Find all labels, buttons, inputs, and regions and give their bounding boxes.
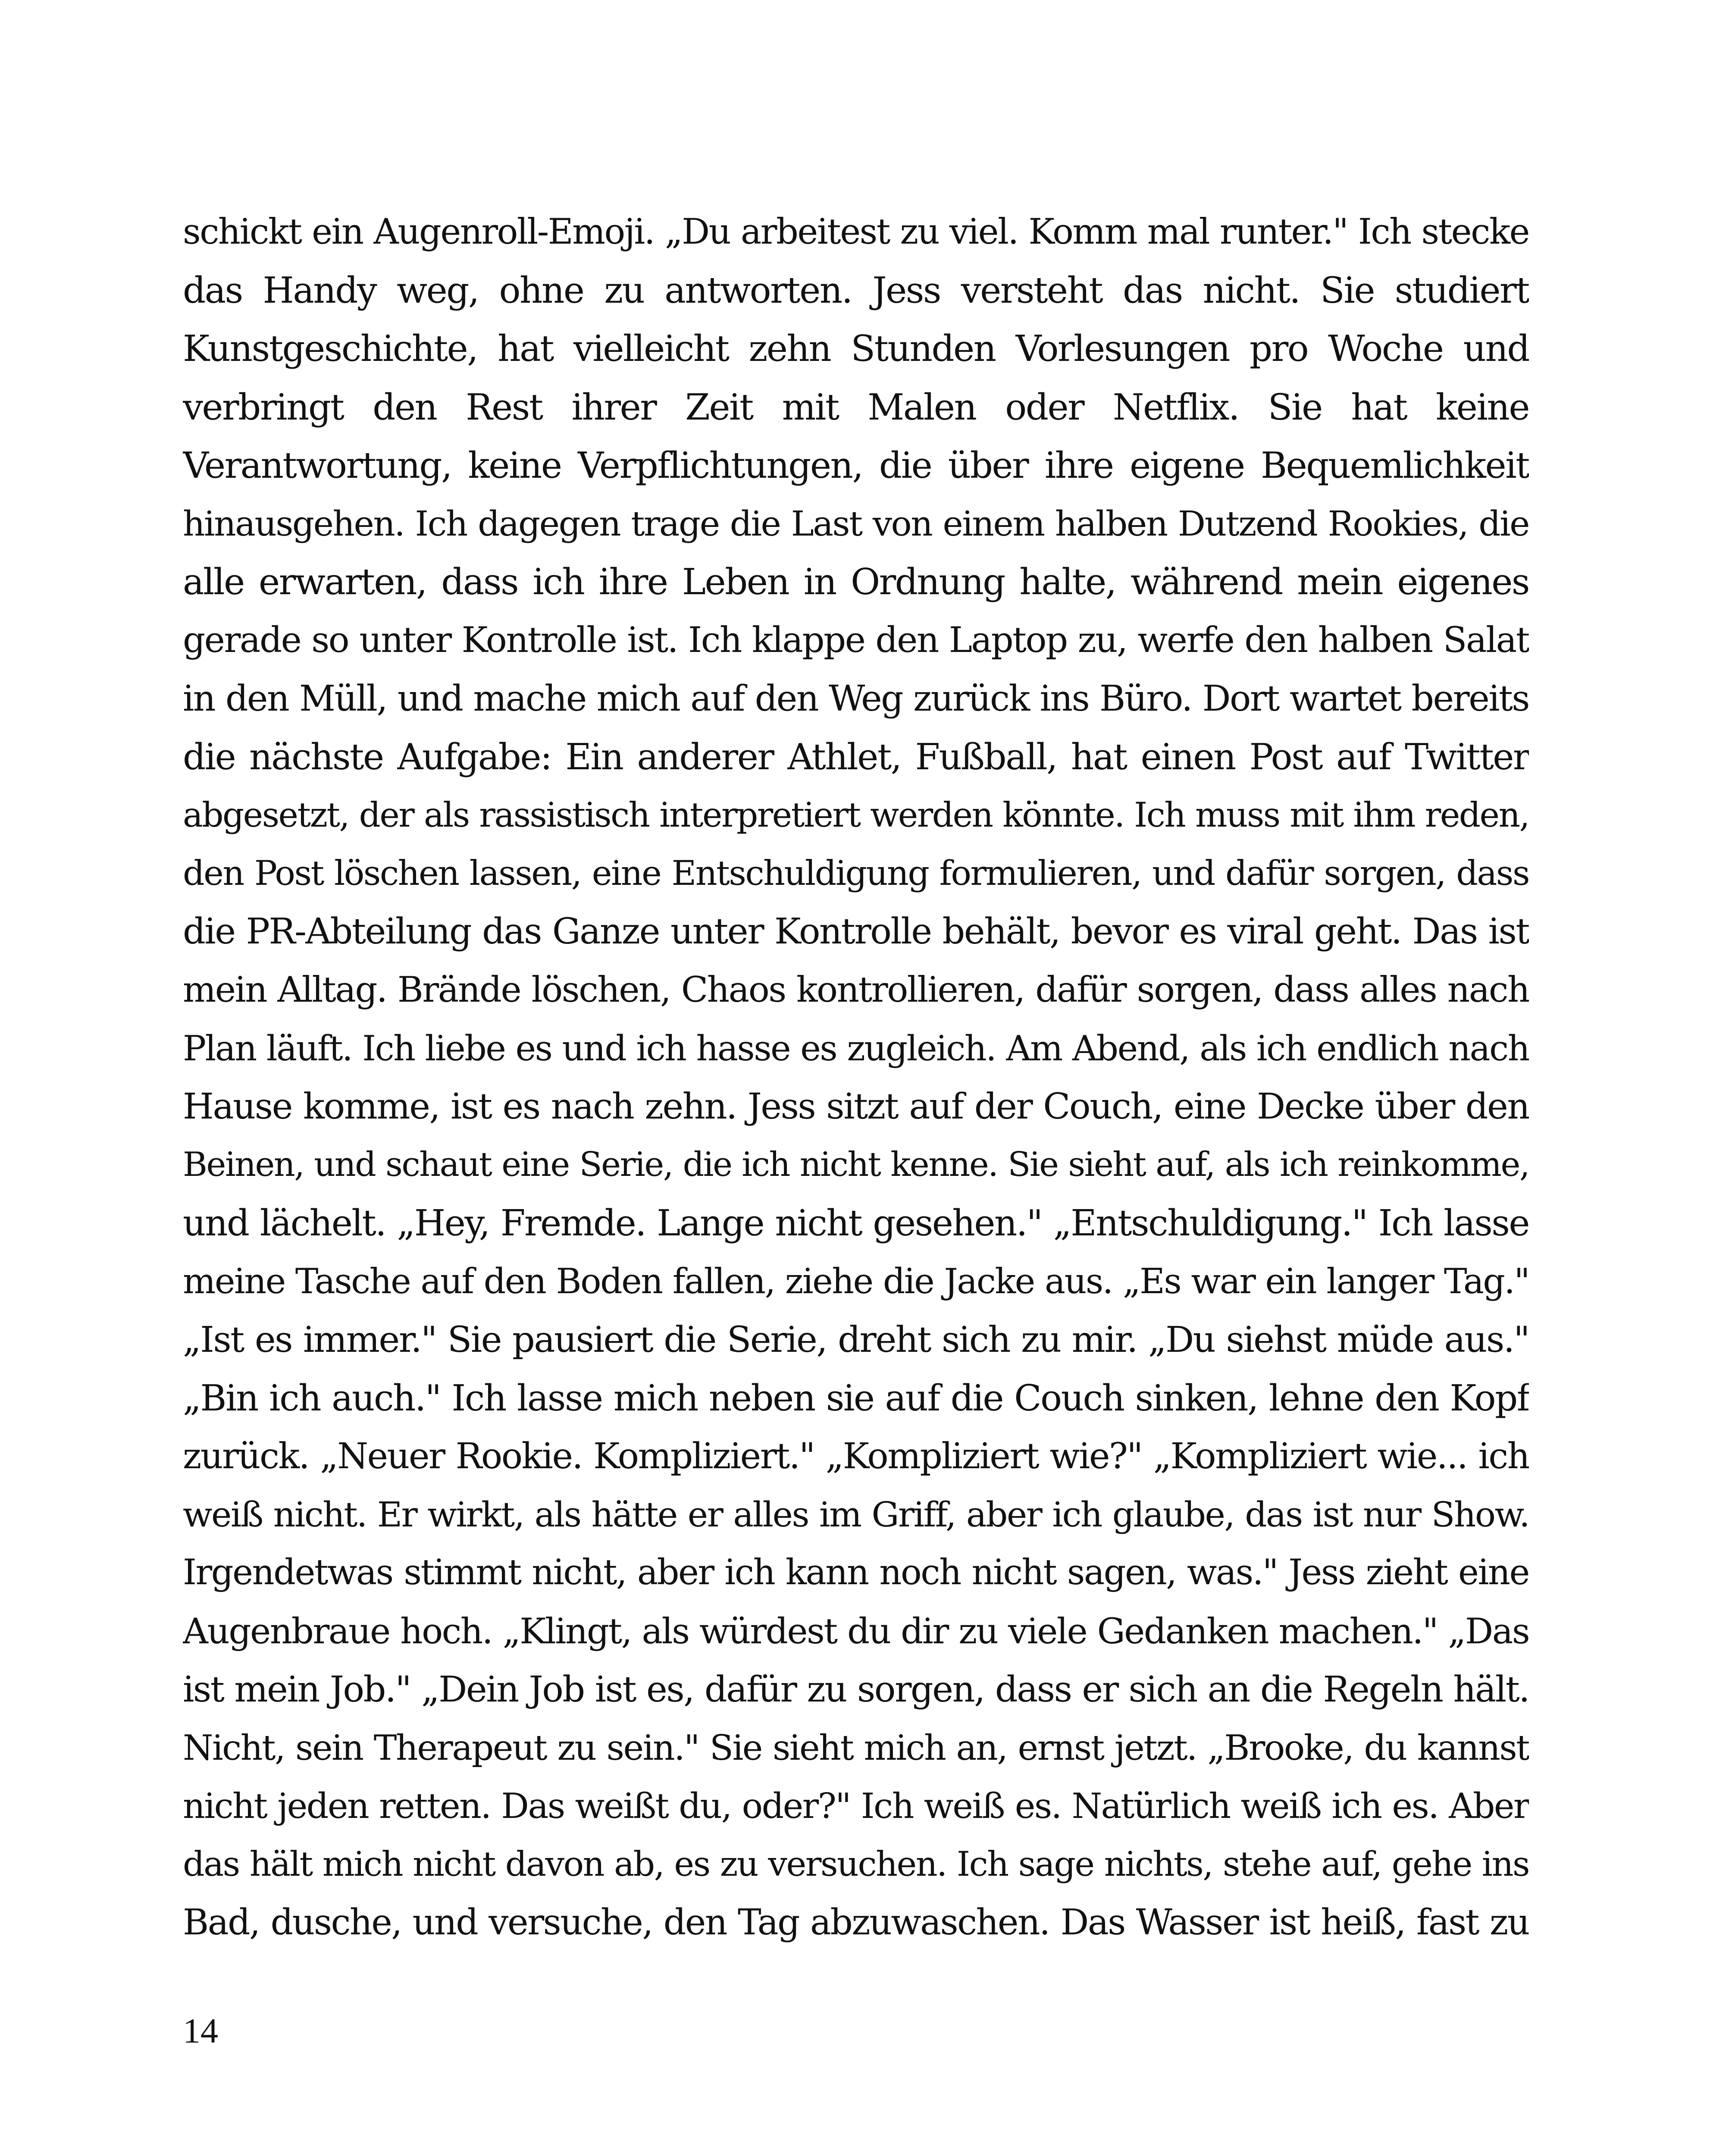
text-line: abgesetzt, der als rassistisch interpretiert werden könnte. Ich muss mit ihm reden, xyxy=(183,795,1529,835)
text-line: hinausgehen. Ich dagegen trage die Last von einem halben Dutzend Rookies, die xyxy=(183,503,1529,544)
text-line: die nächste Aufgabe: Ein anderer Athlet, Fußball, hat einen Post auf Twitter xyxy=(183,736,1529,778)
text-line: „Ist es immer." Sie pausiert die Serie, dreht sich zu mir. „Du siehst müde aus." xyxy=(183,1319,1529,1360)
text-line: die PR-Abteilung das Ganze unter Kontrolle behält, bevor es viral geht. Das ist xyxy=(183,911,1529,953)
text-line: Augenbraue hoch. „Klingt, als würdest du dir zu viele Gedanken machen." „Das xyxy=(183,1611,1529,1652)
text-line: weiß nicht. Er wirkt, als hätte er alles im Griff, aber ich glaube, das ist nur Show. xyxy=(183,1495,1529,1535)
text-line: in den Müll, und mache mich auf den Weg zurück ins Büro. Dort wartet bereits xyxy=(183,678,1529,719)
text-line: zurück. „Neuer Rookie. Kompliziert." „Kompliziert wie?" „Kompliziert wie... ich xyxy=(183,1435,1529,1477)
text-line: Irgendetwas stimmt nicht, aber ich kann noch nicht sagen, was." Jess zieht eine xyxy=(183,1552,1529,1593)
page-number: 14 xyxy=(183,2011,218,2050)
text-line: das hält mich nicht davon ab, es zu versuchen. Ich sage nichts, stehe auf, gehe ins xyxy=(183,1844,1529,1884)
text-line: das Handy weg, ohne zu antworten. Jess versteht das nicht. Sie studiert xyxy=(183,270,1529,312)
text-line: Verantwortung, keine Verpflichtungen, die über ihre eigene Bequemlichkeit xyxy=(183,444,1529,486)
text-line: Plan läuft. Ich liebe es und ich hasse es zugleich. Am Abend, als ich endlich nach xyxy=(183,1028,1529,1069)
text-line: Beinen, und schaut eine Serie, die ich nicht kenne. Sie sieht auf, als ich reinkomme, xyxy=(183,1145,1529,1184)
text-line: alle erwarten, dass ich ihre Leben in Ordnung halte, während mein eigenes xyxy=(183,561,1529,603)
text-line: verbringt den Rest ihrer Zeit mit Malen oder Netflix. Sie hat keine xyxy=(183,386,1529,428)
text-line: Hause komme, ist es nach zehn. Jess sitzt auf der Couch, eine Decke über den xyxy=(183,1085,1529,1127)
text-line: „Bin ich auch." Ich lasse mich neben sie auf die Couch sinken, lehne den Kopf xyxy=(183,1377,1529,1419)
text-line: nicht jeden retten. Das weißt du, oder?" Ich weiß es. Natürlich weiß ich es. Aber xyxy=(183,1786,1529,1827)
text-line: und lächelt. „Hey, Fremde. Lange nicht gesehen." „Entschuldigung." Ich lasse xyxy=(183,1202,1529,1244)
text-line: meine Tasche auf den Boden fallen, ziehe die Jacke aus. „Es war ein langer Tag." xyxy=(183,1261,1529,1302)
body-text xyxy=(183,203,1529,1952)
text-line: Nicht, sein Therapeut zu sein." Sie sieht mich an, ernst jetzt. „Brooke, du kannst xyxy=(183,1727,1529,1768)
text-line: gerade so unter Kontrolle ist. Ich klappe den Laptop zu, werfe den halben Salat xyxy=(183,620,1529,661)
text-line: Kunstgeschichte, hat vielleicht zehn Stunden Vorlesungen pro Woche und xyxy=(183,328,1529,370)
text-line: mein Alltag. Brände löschen, Chaos kontrollieren, dafür sorgen, dass alles nach xyxy=(183,969,1529,1011)
text-line: Bad, dusche, und versuche, den Tag abzuwaschen. Das Wasser ist heiß, fast zu xyxy=(183,1902,1529,1943)
text-line: den Post löschen lassen, eine Entschuldigung formulieren, und dafür sorgen, dass xyxy=(183,853,1529,893)
text-line: ist mein Job." „Dein Job ist es, dafür zu sorgen, dass er sich an die Regeln hält. xyxy=(183,1668,1529,1710)
text-line: schickt ein Augenroll-Emoji. „Du arbeitest zu viel. Komm mal runter." Ich stecke xyxy=(183,212,1529,252)
